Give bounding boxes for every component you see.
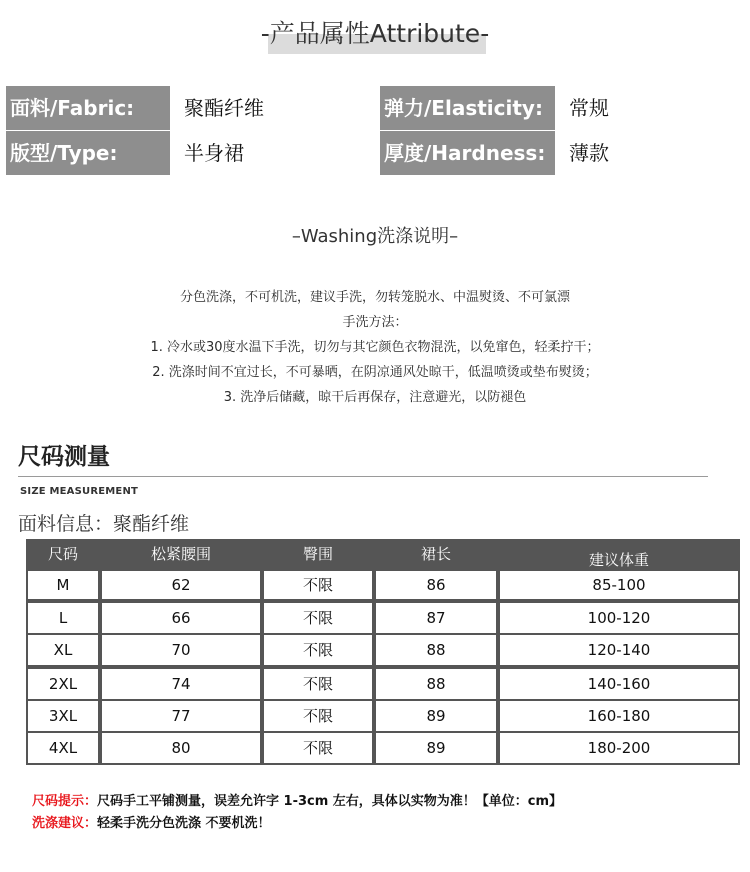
size-note-label: 尺码提示： — [32, 794, 98, 809]
attribute-title-block — [0, 14, 750, 54]
size-cell: 180-200 — [500, 733, 738, 763]
attr-label-type: 版型/Type: — [6, 131, 170, 175]
attribute-row — [6, 131, 750, 175]
washing-title: –Washing洗涤说明– — [291, 226, 459, 247]
size-cell: 77 — [102, 701, 260, 731]
size-cell: 不限 — [264, 571, 372, 599]
attr-value-hardness: 薄款 — [555, 131, 750, 175]
size-cell: 88 — [376, 635, 496, 665]
size-cell: 70 — [102, 635, 260, 665]
washing-line: 手洗方法： — [342, 315, 408, 330]
size-header-cell: 裙长 — [420, 545, 451, 563]
size-header-cell: 臀围 — [302, 545, 333, 563]
size-cell: 不限 — [264, 603, 372, 633]
attr-value-fabric: 聚酯纤维 — [170, 86, 380, 130]
size-cell: 86 — [376, 571, 496, 599]
size-cell: 3XL — [28, 701, 98, 731]
size-cell: 不限 — [264, 701, 372, 731]
washing-line: 3. 洗净后储藏，晾干后再保存，注意避光，以防褪色 — [223, 390, 527, 405]
attribute-row — [6, 86, 750, 130]
size-header-cell: 建议体重 — [588, 551, 649, 569]
size-cell: 62 — [102, 571, 260, 599]
size-cell: 140-160 — [500, 669, 738, 699]
size-cell: XL — [28, 635, 98, 665]
size-note — [32, 790, 562, 809]
size-note-text: 尺码手工平铺测量，误差允许字 1-3cm 左右，具体以实物为准！【单位：cm】 — [97, 794, 563, 809]
attr-label-fabric: 面料/Fabric: — [6, 86, 170, 130]
washing-line: 分色洗涤，不可机洗，建议手洗，勿转笼脱水、中温熨烫、不可氯漂 — [179, 290, 570, 305]
size-cell: 85-100 — [500, 571, 738, 599]
attr-value-type: 半身裙 — [170, 131, 380, 175]
size-cell: 2XL — [28, 669, 98, 699]
size-cell: 74 — [102, 669, 260, 699]
size-header-cell: 尺码 — [47, 545, 78, 563]
size-table — [26, 539, 740, 765]
size-cell: 不限 — [264, 635, 372, 665]
size-heading: 尺码测量 — [18, 444, 110, 470]
washing-line: 1. 冷水或30度水温下手洗，切勿与其它颜色衣物混洗，以免窜色，轻柔拧干； — [150, 340, 600, 355]
size-cell: M — [28, 571, 98, 599]
fabric-info: 面料信息：聚酯纤维 — [18, 513, 190, 535]
size-cell: 不限 — [264, 733, 372, 763]
size-cell: 100-120 — [500, 603, 738, 633]
size-cell: 88 — [376, 669, 496, 699]
size-cell: 160-180 — [500, 701, 738, 731]
size-cell: 89 — [376, 733, 496, 763]
washing-note-label: 洗涤建议： — [32, 816, 98, 831]
size-subheading: SIZE MEASUREMENT — [20, 486, 139, 497]
size-cell: L — [28, 603, 98, 633]
size-cell: 不限 — [264, 669, 372, 699]
size-cell: 4XL — [28, 733, 98, 763]
divider — [18, 476, 708, 477]
size-cell: 120-140 — [500, 635, 738, 665]
size-cell: 80 — [102, 733, 260, 763]
washing-note-text: 轻柔手洗分色洗涤 不要机洗！ — [97, 816, 271, 831]
size-cell: 89 — [376, 701, 496, 731]
size-header-cell: 松紧腰围 — [150, 545, 211, 563]
size-cell: 66 — [102, 603, 260, 633]
attr-value-elasticity: 常规 — [555, 86, 750, 130]
size-cell: 87 — [376, 603, 496, 633]
attr-label-elasticity: 弹力/Elasticity: — [380, 86, 555, 130]
attr-label-hardness: 厚度/Hardness: — [380, 131, 555, 175]
washing-note — [32, 812, 271, 831]
page-title: -产品属性Attribute- — [260, 19, 490, 48]
washing-line: 2. 洗涤时间不宜过长，不可暴晒，在阴凉通风处晾干，低温喷烫或垫布熨烫； — [152, 365, 598, 380]
